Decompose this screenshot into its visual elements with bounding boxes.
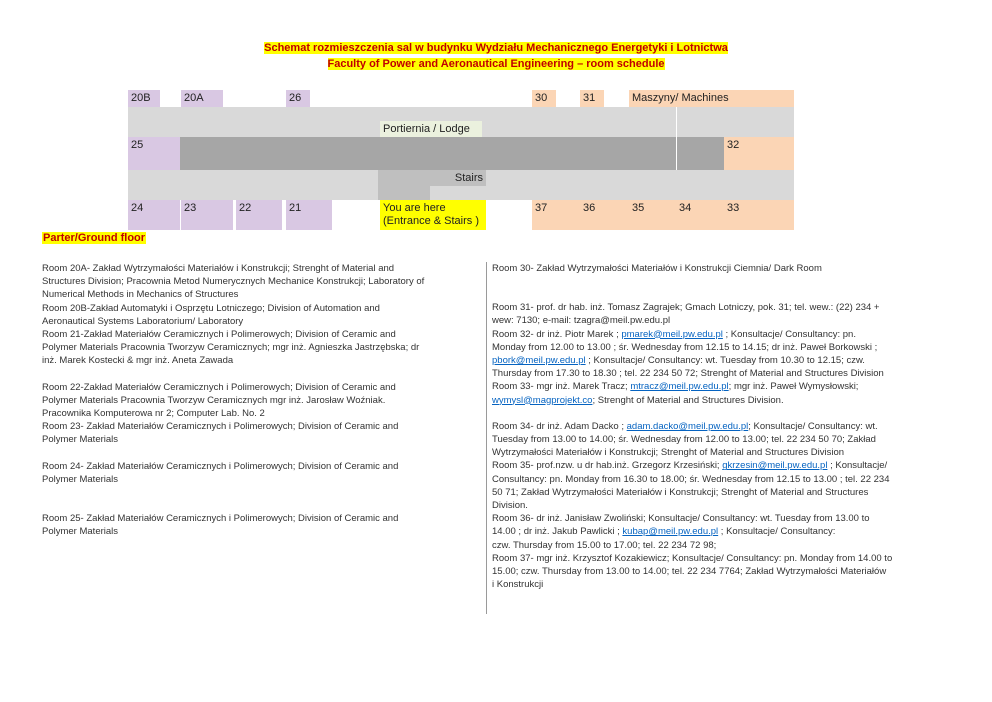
room-31: 31: [580, 90, 604, 107]
room-23: 23: [181, 200, 233, 230]
email-link-pbork[interactable]: pbork@meil.pw.edu.pl: [492, 355, 586, 367]
room-34-desc-2: Tuesday from 13.00 to 14.00; śr. Wednesday from 12.00 to 13.00; tel. 22 234 50 70; Zakład: [492, 434, 876, 446]
room-33: 33: [727, 202, 740, 214]
room-36: 36: [583, 202, 596, 214]
room-32-desc: Room 32- dr inż. Piotr Marek ; pmarek@meil.pw.edu.pl ; Konsultacje/ Consultancy: pn.: [492, 328, 856, 340]
stairs: Stairs: [378, 170, 486, 186]
room-35-desc-4: Division.: [492, 500, 528, 512]
room-24-desc-2: Polymer Materials: [42, 473, 119, 485]
room-21-desc-2: Polymer Materials Pracownia Tworzyw Ceramicznych; mgr inż. Agnieszka Jastrzębska; dr: [42, 342, 420, 354]
floor-plan: [0, 0, 992, 240]
room-30: 30: [532, 90, 556, 107]
right-room-list: [492, 262, 952, 591]
divider-line: [676, 107, 677, 170]
room-21: 21: [286, 200, 332, 230]
room-33-desc-2: wymysl@magprojekt.co; Strenght of Material and Structures Division.: [492, 394, 784, 406]
room-36-desc-3: czw. Thursday from 15.00 to 17.00; tel. 22 234 72 98;: [492, 539, 717, 551]
room-21-desc-3: inż. Marek Kostecki & mgr inż. Aneta Zawada: [42, 355, 234, 367]
room-25-desc-2: Polymer Materials: [42, 526, 119, 538]
room-24: 24: [128, 200, 180, 230]
room-20b: 20B: [128, 90, 160, 107]
room-37-desc: Room 37- mgr inż. Krzysztof Kozakiewicz; Konsultacje/ Consultancy: pn. Monday from 14.00 to: [492, 552, 893, 564]
room-32-desc-3: pbork@meil.pw.edu.pl ; Konsultacje/ Consultancy: wt. Tuesday from 10.30 to 12.15; czw.: [492, 355, 865, 367]
room-33-desc: Room 33- mgr inż. Marek Tracz; mtracz@meil.pw.edu.pl; mgr inż. Paweł Wymysłowski;: [492, 381, 859, 393]
room-37-desc-3: i Konstrukcji: [492, 579, 544, 591]
room-22-desc-2: Polymer Materials Pracownia Tworzyw Ceramicznych mgr inż. Jarosław Woźniak.: [42, 394, 386, 406]
room-22-desc-3: Pracownika Komputerowa nr 2; Computer Lab. No. 2: [42, 408, 265, 420]
central-block: [180, 137, 724, 170]
stairs-landing: [378, 186, 430, 200]
room-37: 37: [535, 202, 548, 214]
room-35-desc-3: 50 71; Zakład Wytrzymałości Materiałów i Konstrukcji; Strenght of Material and Structures: [492, 486, 869, 498]
room-34-desc: Room 34- dr inż. Adam Dacko ; adam.dacko@meil.pw.edu.pl; Konsultacje/ Consultancy: wt.: [492, 420, 878, 432]
room-31-desc: Room 31- prof. dr hab. inż. Tomasz Zagrajek; Gmach Lotniczy, pok. 31; tel. wew.: (22) 234 +: [492, 302, 880, 314]
room-32-desc-2: Monday from 12.00 to 13.00 ; śr. Wednesday from 12.15 to 14.15; dr inż. Paweł Borkowski ;: [492, 341, 878, 353]
room-25: 25: [128, 137, 180, 170]
room-34-desc-3: Wytrzymałości Materiałów i Konstrukcji; Strenght of Material and Structures Division: [492, 447, 845, 459]
room-22-desc: Room 22-Zakład Materiałów Ceramicznych i Polimerowych; Division of Ceramic and: [42, 381, 396, 393]
room-31-desc-2: wew: 7130; e-mail: tzagra@meil.pw.edu.pl: [492, 315, 671, 327]
room-20a: 20A: [181, 90, 223, 107]
email-link-gkrzesin[interactable]: gkrzesin@meil.pw.edu.pl: [722, 460, 828, 472]
title-polish: Schemat rozmieszczenia sal w budynku Wydziału Mechanicznego Energetyki i Lotnictwa: [264, 42, 728, 54]
room-21-desc: Room 21-Zakład Materiałów Ceramicznych i Polimerowych; Division of Ceramic and: [42, 329, 396, 341]
room-30-desc: Room 30- Zakład Wytrzymałości Materiałów i Konstrukcji Ciemnia/ Dark Room: [492, 263, 822, 274]
room-25-desc: Room 25- Zakład Materiałów Ceramicznych i Polimerowych; Division of Ceramic and: [42, 513, 399, 525]
room-22: 22: [236, 200, 282, 230]
room-20b-desc-2: Aeronautical Systems Laboratorium/ Laboratory: [42, 315, 244, 327]
column-divider: [486, 262, 487, 614]
email-link-mtracz[interactable]: mtracz@meil.pw.edu.pl: [630, 381, 729, 393]
room-34: 34: [679, 202, 692, 214]
room-26: 26: [286, 90, 310, 107]
title-english: Faculty of Power and Aeronautical Engineering – room schedule: [327, 58, 665, 70]
email-link-wymysl[interactable]: wymysl@magprojekt.co: [492, 394, 593, 406]
you-are-here: You are here (Entrance & Stairs ): [380, 200, 486, 230]
room-machines: Maszyny/ Machines: [629, 90, 794, 107]
left-room-list: [42, 262, 482, 538]
room-36-desc-2: 14.00 ; dr inż. Jakub Pawlicki ; kubap@meil.pw.edu.pl ; Konsultacje/ Consultancy:: [492, 526, 836, 538]
email-link-pmarek[interactable]: pmarek@meil.pw.edu.pl: [621, 328, 723, 340]
room-35: 35: [632, 202, 645, 214]
room-32-desc-4: Thursday from 17.30 to 18.30 ; tel. 22 234 50 72; Strenght of Material and Structures Division: [492, 368, 884, 380]
room-20a-desc: Room 20A- Zakład Wytrzymałości Materiałów i Konstrukcji; Strenght of Material and: [42, 263, 395, 274]
room-32: 32: [724, 137, 794, 170]
room-20b-desc: Room 20B-Zakład Automatyki i Osprzętu Lotniczego; Division of Automation and: [42, 302, 380, 314]
email-link-kubap[interactable]: kubap@meil.pw.edu.pl: [622, 526, 719, 538]
room-20a-desc-3: Numerical Methods in Mechanics of Structures: [42, 289, 239, 301]
floor-label: Parter/Ground floor: [43, 232, 146, 244]
room-37-desc-2: 15.00; czw. Thursday from 13.00 to 14.00; tel. 22 234 7764; Zakład Wytrzymałości Materiałów: [492, 566, 887, 578]
room-36-desc: Room 36- dr inż. Janisław Zwoliński; Konsultacje/ Consultancy: wt. Tuesday from 13.00 to: [492, 513, 870, 525]
room-20a-desc-2: Structures Division; Pracownia Metod Numerycznych Mechanice Konstrukcji; Laboratory of: [42, 276, 425, 288]
room-24-desc: Room 24- Zakład Materiałów Ceramicznych i Polimerowych; Division of Ceramic and: [42, 460, 399, 472]
email-link-adam-dacko[interactable]: adam.dacko@meil.pw.edu.pl: [626, 420, 749, 432]
room-23-desc-2: Polymer Materials: [42, 434, 119, 446]
lodge-label: Portiernia / Lodge: [380, 121, 482, 137]
room-35-desc-2: Consultancy: pn. Monday from 16.30 to 18.00; śr. Wednesday from 12.15 to 13.00 ; tel. 22 234: [492, 473, 890, 485]
room-35-desc: Room 35- prof.nzw. u dr hab.inż. Grzegorz Krzesiński; gkrzesin@meil.pw.edu.pl ; Konsultacje/: [492, 460, 888, 472]
room-23-desc: Room 23- Zakład Materiałów Ceramicznych i Polimerowych; Division of Ceramic and: [42, 421, 399, 433]
